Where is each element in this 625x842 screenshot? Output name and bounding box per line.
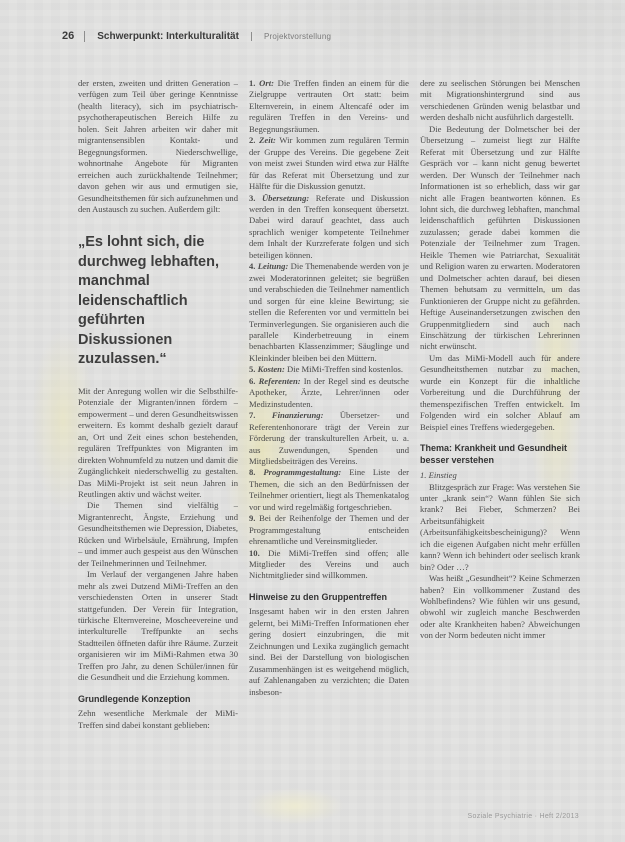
subsection-heading: Thema: Krankheit und Gesundheit besser verstehen: [420, 443, 568, 465]
step-subheading: 1. Einstieg: [420, 470, 457, 481]
numbered-feature-list: [249, 78, 409, 582]
body-paragraph: Zehn wesentliche Merkmale der MiMi-Treffen sind dabei konstant geblieben:: [78, 708, 238, 730]
list-item: 1. Ort: Die Treffen finden an einem für die Zielgruppe vertrauten Ort statt: beim Elternverein, in einem Altencafé oder im regulären Treffen in den Vereins- und Begegnungsräumen.: [249, 78, 409, 134]
list-item: 6. Referenten: In der Regel sind es deutsche Apotheker, Ärzte, Lehrer/innen oder Medizinstudenten.: [249, 375, 409, 409]
text-columns: [78, 78, 580, 820]
list-item: 2. Zeit: Wir kommen zum regulären Termin der Gruppe des Vereins. Die gegebene Zeit von meist zwei Stunden wird etwa zur Hälfte für das Referat mit Übersetzung und zur Hälfte für die Diskussion genutzt.: [249, 135, 409, 192]
page-header: [62, 30, 343, 42]
list-item: 10. Die MiMi-Treffen sind offen; alle Mitglieder des Vereins und auch Nichtmitglieder sind willkommen.: [249, 547, 409, 581]
subsection-heading: Grundlegende Konzeption: [78, 693, 191, 704]
column-1: [78, 78, 238, 820]
column-3: [420, 78, 580, 820]
body-paragraph: Blitzgespräch zur Frage: Was verstehen Sie unter „krank sein“? Wann fühlen Sie sich krank? Bei Fieber, Schmerzen? Bei Arbeitsunfähigkeit (Arbeitsunfähigkeitsbescheinigung)? Wenn ich die eigenen Aufgaben nicht mehr erfüllen kann? Wenn ich behindert oder seelisch krank bin? Oder …?: [420, 481, 580, 572]
body-paragraph: Um das MiMi-Modell auch für andere Gesundheitsthemen nutzbar zu machen, wurde ein Konzept für die inhaltliche Vorbereitung und die Durchführung der themenspezifischen Treffen entwickelt. Im Folgenden wird ein solcher Ablauf am Beispiel eines Treffens wiedergegeben.: [420, 352, 580, 432]
body-paragraph: Mit der Anregung wollen wir die Selbsthilfe-Potenziale der Migranten/innen fördern – empowerment – und deren Gesundheitswissen erweitern. Es kommt deshalb gezielt darauf an, Ort und Zeit eines schon bestehenden, regulären Treffpunktes von Migranten im direkten Wohnumfeld zu nutzen und damit die Zugänglichkeit niederschwellig zu gestalten. Das MiMi-Projekt ist seit neun Jahren in Reutlingen aktiv und wächst weiter.: [78, 385, 238, 500]
list-item: 4. Leitung: Die Themenabende werden von je zwei Moderatorinnen geleitet; sie begrüßen und verabschieden die Teilnehmer namentlich und sorgen für eine kleine Bewirtung; sie stellen die Referenten vor und vermitteln bei Terminverlegungen. Sie organisieren auch die parallele Kinderbetreuung in einem benachbarten Klassenzimmer; Säuglinge und Kleinkinder bleiben bei den Müttern.: [249, 261, 409, 363]
list-item: 8. Programmgestaltung: Eine Liste der Themen, die sich an den Bedürfnissen der Teilnehmer orientiert, liegt als Themenkatalog vor und wird regelmäßig fortgeschrieben.: [249, 467, 409, 512]
body-paragraph: Die Bedeutung der Dolmetscher bei der Übersetzung – zumeist liegt zur Hälfte Referat mit Übersetzung und zur Hälfte Gespräch vor – kann nicht genug bewertet werden. Der Wunsch der Teilnehmer nach Informationen ist so erheblich, dass wir gar nicht alle Fragen beantworten können. Es lohnt sich, die durchweg lebhaften, manchmal leidenschaftlich geführten Diskussionen zuzulassen; gerade dabei kommen die Potenziale der Teilnehmer zum Tragen. Heikle Themen wie Patriarchat, Sexualität und Religion waren zu erwarten. Moderatoren und Dolmetscher achten darauf, bei diesen Themen behutsam zu vermitteln, um das Funktionieren der Gruppe nicht zu gefährden. Heftige Auseinandersetzungen zwischen den Gruppenmitgliedern sind auch nach Einschätzung der türkischen Lehrerinnen nicht erwünscht.: [420, 123, 580, 352]
list-item: 3. Übersetzung: Referate und Diskussion werden in den Treffen konsequent übersetzt. Dabei wird darauf geachtet, dass auch sprachlich weniger kompetente Teilnehmer dem Inhalt der Kurzreferate folgen und sich beteiligen können.: [249, 192, 409, 260]
body-paragraph: Im Verlauf der vergangenen Jahre haben mehr als zwei Dutzend MiMi-Treffen an den verschiedensten Orten in unserer Stadt stattgefunden. Der Verein für Integration, türkische Elternvereine, Moscheevereine und interkulturelle Treffpunkte an sechs Stadtteilen öffneten dafür ihre Räume. Zurzeit organisieren wir im MiMi-Rahmen etwa 30 Treffen pro Jahr, zu denen Schüler/innen für die Gesundheit und die Erziehung kommen.: [78, 569, 238, 683]
column-2: [249, 78, 409, 820]
journal-footer: Soziale Psychiatrie · Heft 2/2013: [467, 813, 579, 820]
body-paragraph: Die Themen sind vielfältig – Migrantenrecht, Ängste, Erziehung und Gesundheitsthemen wie Depression, Diabetes, Rücken und Wirbelsäule, Ernährung, Impfen – und immer auch gespeist aus den Wünschen der Teilnehmerinnen und Teilnehmer.: [78, 500, 238, 568]
list-item: 9. Bei der Reihenfolge der Themen und der Programmgestaltung entscheiden ehrenamtliche und Vereinsmitglieder.: [249, 513, 409, 547]
subsection-heading: Hinweise zu den Gruppentreffen: [249, 591, 388, 602]
section-title: Schwerpunkt: Interkulturalität: [84, 31, 251, 42]
article-category: Projektvorstellung: [251, 32, 343, 41]
list-item: 5. Kosten: Die MiMi-Treffen sind kostenlos.: [249, 364, 403, 375]
pull-quote: „Es lohnt sich, die durchweg lebhaften, manchmal leidenschaftlich geführten Diskussionen zuzulassen.“: [78, 234, 219, 368]
body-paragraph: der ersten, zweiten und dritten Generation – verfügen zum Teil über geringe Kenntnisse (health literacy), sich im psychiatrisch-psychotherapeutischen Bereich Hilfe zu holen. Seit Jahren arbeiten wir daher mit migrantensensiblen Kontakt- und Begegnungsformen. Niederschwellige, wohnortnahe Angebote für Migranten erreichen auch zurückhaltende Teilnehmer; davon gehen wir aus und ermutigen sie, Gesundheitsthemen für sich aufzunehmen und den Austausch zu suchen. Außerdem gilt:: [78, 78, 238, 214]
body-paragraph: Was heißt „Gesundheit“? Keine Schmerzen haben? Ein vollkommener Zustand des Wohlbefindens? Wie fühlen wir uns gesund, obwohl wir zugleich manche Beschwerden oder alte Krankheiten haben? Abweichungen von der Norm bedeuten nicht immer: [420, 573, 580, 641]
body-paragraph: Insgesamt haben wir in den ersten Jahren gelernt, bei MiMi-Treffen Informationen eher gering dosiert einzubringen, die mit Zeichnungen und Lexika zugänglich gemacht sind. Bei der Darstellung von biologischen Zusammenhängen ist es weitgehend möglich, auf Zahlenangaben zu verzichten; die Daten insbeson-: [249, 606, 409, 697]
body-paragraph: dere zu seelischen Störungen bei Menschen mit Migrationshintergrund sind aus verschiedenen Gründen wenig belastbar und werden deshalb nicht ausführlich dargestellt.: [420, 78, 580, 123]
page-number: 26: [62, 30, 75, 42]
list-item: 7. Finanzierung: Übersetzer- und Referentenhonorare trägt der Verein zur Förderung der transkulturellen Arbeit, u. a. aus Zuwendungen, Spenden und Mitgliedsbeiträgen des Vereins.: [249, 410, 409, 466]
